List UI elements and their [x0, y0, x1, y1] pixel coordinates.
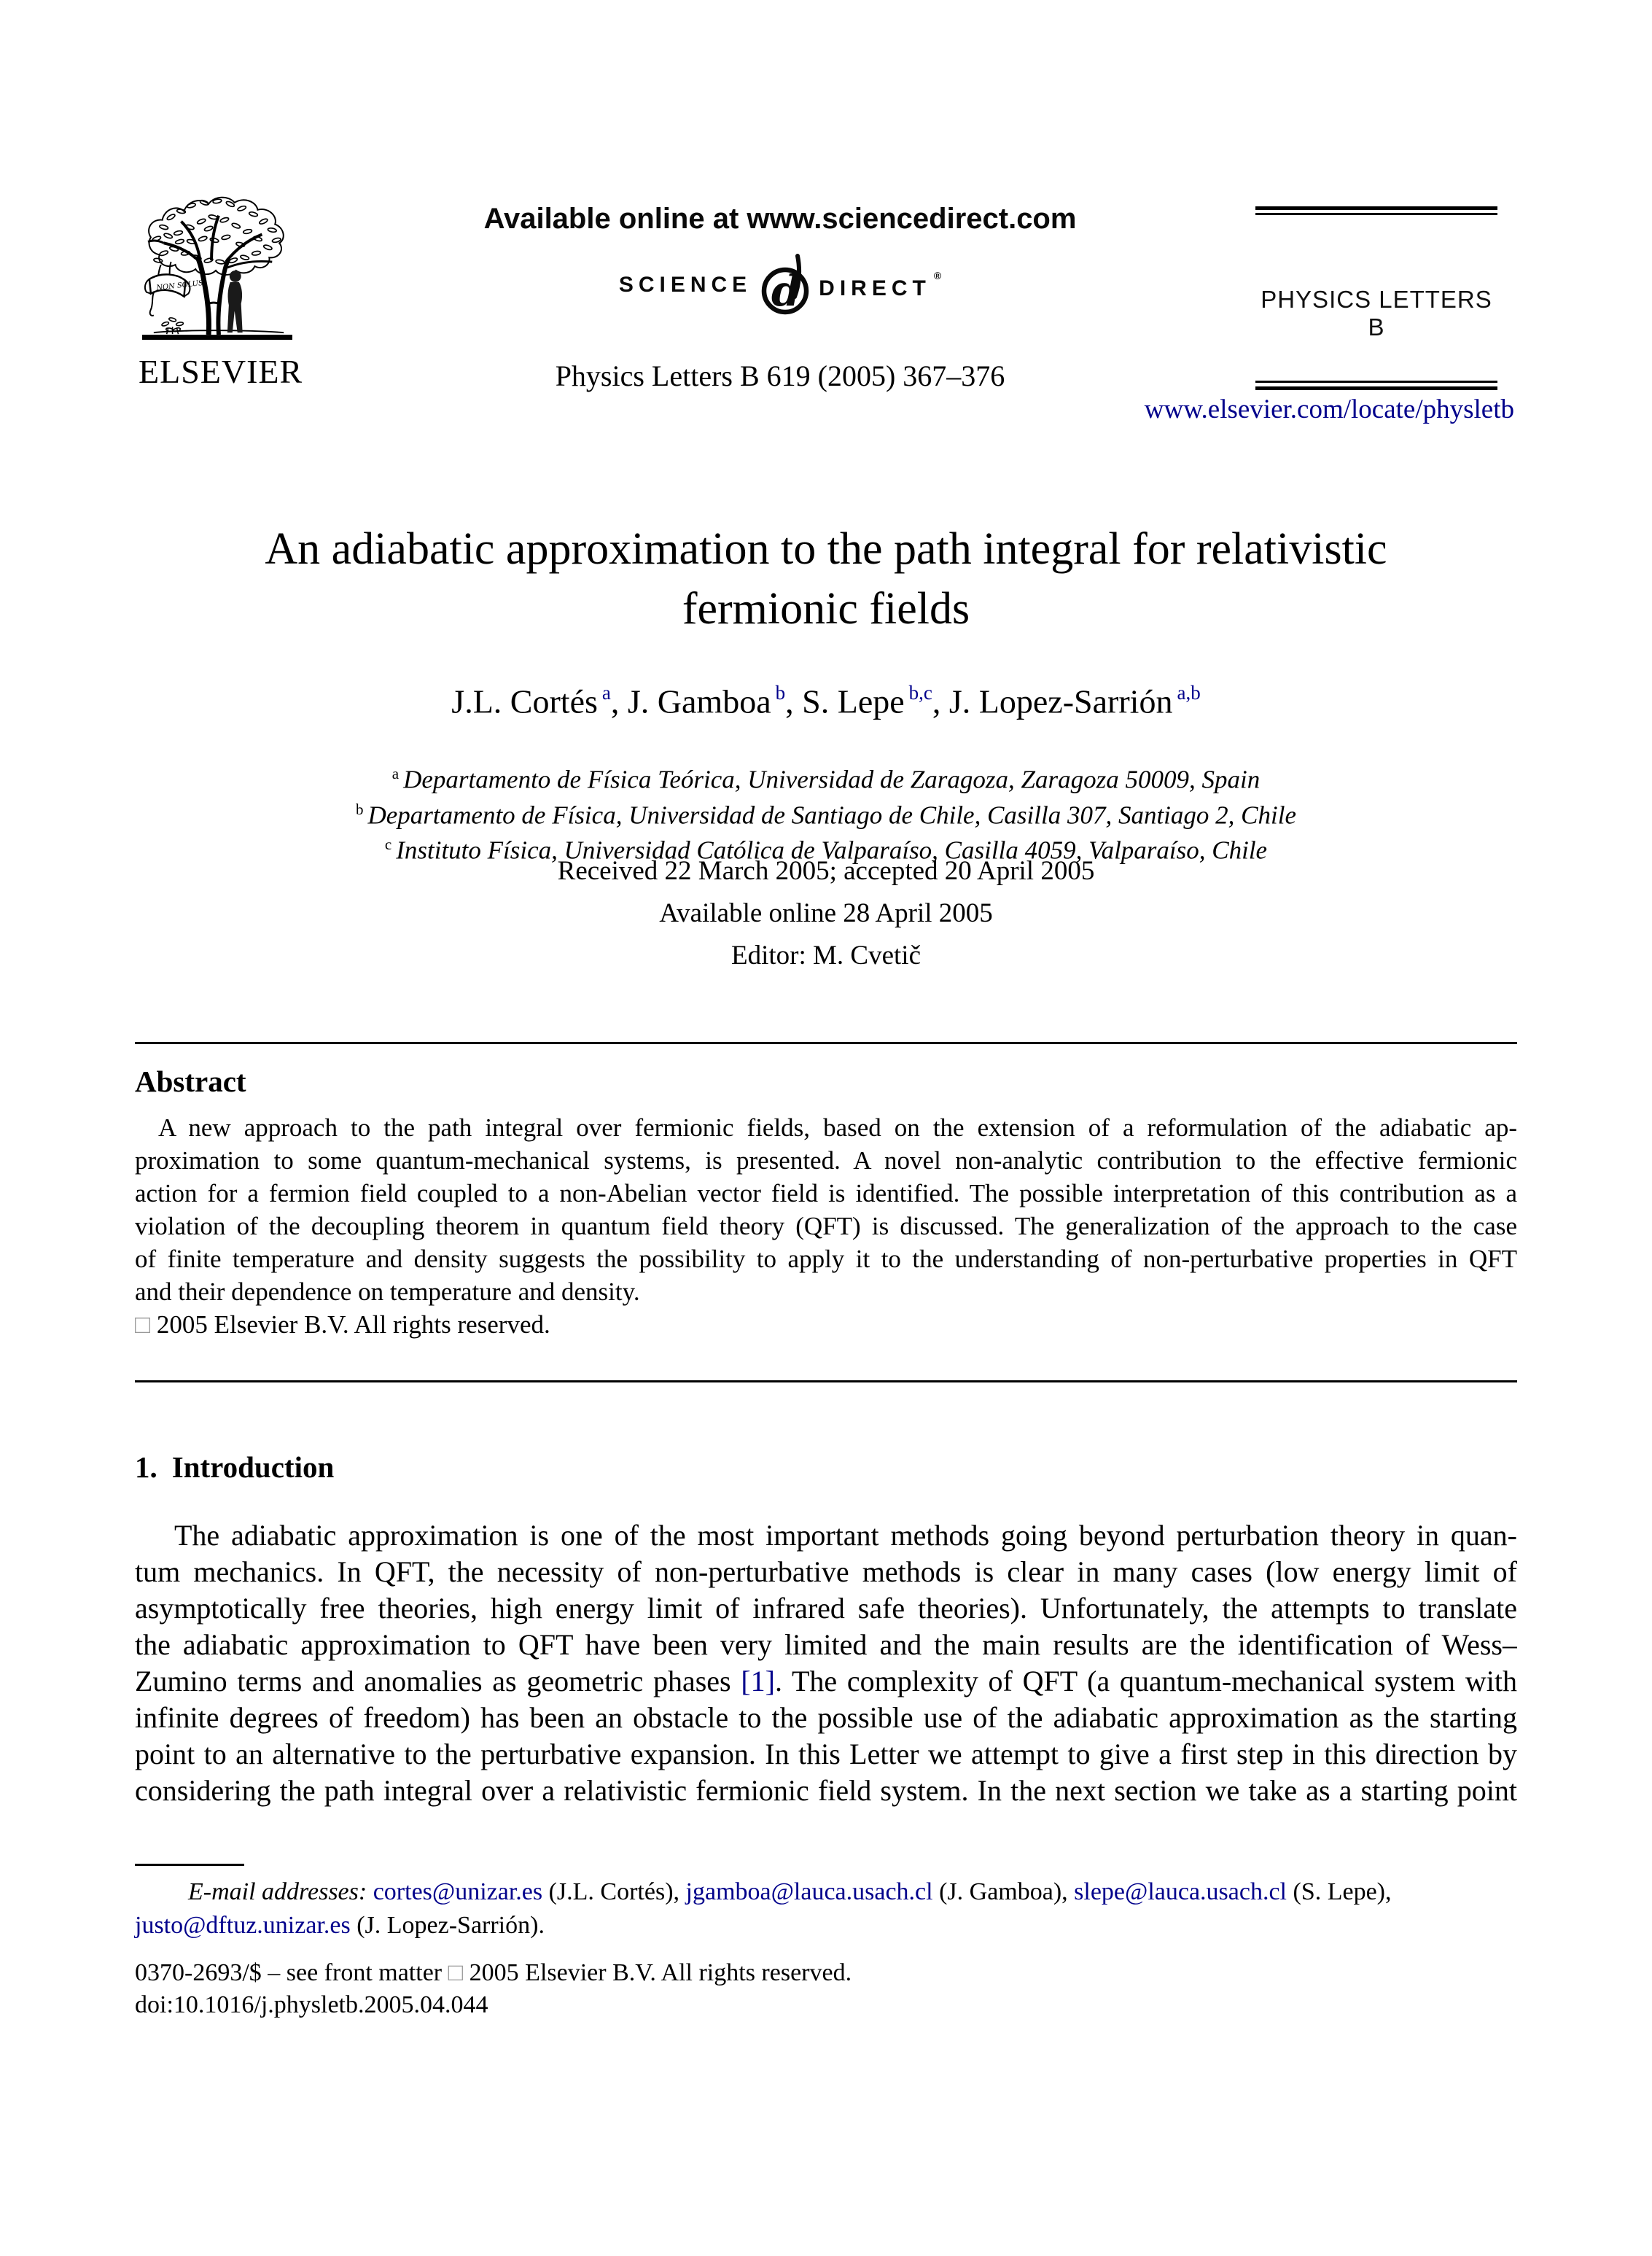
abstract-line: of finite temperature and density suggests the possibility to apply it to the understanding of non-perturbative properties in QFT [135, 1245, 1517, 1273]
abstract-body [135, 1111, 1517, 1341]
body-line: the adiabatic approximation to QFT have been very limited and the main results are the identification of Wess– [135, 1628, 1517, 1661]
abstract-bottom-rule [135, 1380, 1517, 1382]
author-affiliation-link[interactable]: b,c [908, 682, 932, 704]
doi-line: doi:10.1016/j.physletb.2005.04.044 [135, 1991, 488, 2018]
available-online-date: Available online 28 April 2005 [659, 898, 993, 928]
section-heading-introduction: 1. Introduction [135, 1450, 335, 1484]
missing-copyright-glyph: □ [448, 1959, 464, 1986]
available-online-text: Available online at www.sciencedirect.com [483, 203, 1077, 235]
author-name: J. Lopez-Sarrión [948, 682, 1173, 720]
masthead-rule-top-thick [1255, 206, 1497, 210]
registered-mark: ® [933, 269, 942, 281]
abstract-line: action for a fermion field coupled to a non-Abelian vector field is identified. The possible interpretation of this contribution as a [135, 1179, 1517, 1207]
article-title [66, 519, 1586, 639]
journal-name: PHYSICS LETTERS B [1261, 286, 1492, 341]
sciencedirect-d-icon [759, 252, 811, 319]
abstract-top-rule [135, 1042, 1517, 1044]
affiliation-c: $^c$ Instituto Física, Universidad Católica de Valparaíso, Casilla 4059, Valparaíso, Chile [384, 836, 1268, 865]
email-addresses-label: E-mail addresses: [188, 1878, 367, 1905]
abstract-line: proximation to some quantum-mechanical systems, is presented. A novel non-analytic contribution to the effective fermionic [135, 1146, 1517, 1175]
abstract-copyright: □ 2005 Elsevier B.V. All rights reserved. [135, 1310, 550, 1339]
article-title-line2: fermionic fields [682, 584, 970, 634]
body-line: asymptotically free theories, high energy limit of infrared safe theories). Unfortunately, the attempts to translate [135, 1592, 1517, 1625]
issn-copyright-line: 0370-2693/$ – see front matter □ 2005 Elsevier B.V. All rights reserved. [135, 1959, 852, 1986]
email-footnote-line1: E-mail addresses: cortes@unizar.es (J.L. Cortés), jgamboa@lauca.usach.cl (J. Gamboa), slepe@lauca.usach.cl (S. Lepe), [188, 1878, 1392, 1905]
email-link-cortes[interactable]: cortes@unizar.es [373, 1878, 543, 1905]
author-name: S. Lepe [802, 682, 905, 720]
author-affiliation-link[interactable]: a [601, 682, 611, 704]
non-solus-motto: NON SOLUS [155, 279, 204, 292]
email-link-lepe[interactable]: slepe@lauca.usach.cl [1074, 1878, 1287, 1905]
editor-line: Editor: M. Cvetič [731, 941, 921, 971]
missing-copyright-glyph: □ [135, 1310, 151, 1339]
footnote-rule [135, 1864, 244, 1866]
email-footnote-line2: justo@dftuz.unizar.es (J. Lopez-Sarrión). [135, 1912, 545, 1939]
direct-wordmark: DIRECT® [819, 269, 942, 300]
email-link-lopez-sarrion[interactable]: justo@dftuz.unizar.es [135, 1912, 351, 1939]
abstract-line: and their dependence on temperature and density. [135, 1277, 640, 1306]
elsevier-brand [139, 195, 303, 391]
masthead-rule-bottom-thick [1255, 386, 1497, 390]
abstract-heading: Abstract [135, 1065, 246, 1098]
body-line: tum mechanics. In QFT, the necessity of non-perturbative methods is clear in many cases (low energy limit of [135, 1555, 1517, 1588]
front-matter [135, 1957, 1517, 2021]
affiliation-a: $^a$ Departamento de Física Teórica, Universidad de Zaragoza, Zaragoza 50009, Spain [391, 765, 1261, 794]
author-name: J.L. Cortés [451, 682, 598, 720]
citation-ref-1[interactable]: [1] [741, 1665, 775, 1697]
masthead-rule-top-thin [1255, 213, 1497, 215]
elsevier-tree-icon [139, 195, 296, 344]
body-line: point to an alternative to the perturbative expansion. In this Letter we attempt to give a first step in this direction by [135, 1738, 1517, 1770]
author-name: J. Gamboa [627, 682, 771, 720]
received-accepted-dates: Received 22 March 2005; accepted 20 April 2005 [557, 856, 1095, 886]
body-line: considering the path integral over a relativistic fermionic field system. In the next section we take as a starting point [135, 1774, 1517, 1807]
article-title-line1: An adiabatic approximation to the path integral for relativistic [265, 524, 1387, 574]
sciencedirect-logo [306, 254, 1254, 316]
elsevier-wordmark: ELSEVIER [139, 353, 303, 390]
affiliation-b: $^b$ Departamento de Física, Universidad de Santiago de Chile, Casilla 307, Santiago 2, Chile [355, 800, 1296, 830]
introduction-body [135, 1517, 1517, 1809]
svg-text:d: d [771, 265, 801, 316]
author-affiliation-link[interactable]: a,b [1177, 682, 1201, 704]
abstract-line: violation of the decoupling theorem in quantum field theory (QFT) is discussed. The generalization of the approach to the case [135, 1212, 1517, 1240]
body-line: The adiabatic approximation is one of the most important methods going beyond perturbation theory in quan- [174, 1519, 1517, 1552]
email-link-gamboa[interactable]: jgamboa@lauca.usach.cl [685, 1878, 933, 1905]
abstract-line: A new approach to the path integral over fermionic fields, based on the extension of a reformulation of the adiabatic ap- [158, 1113, 1517, 1142]
body-line: Zumino terms and anomalies as geometric phases [1]. The complexity of QFT (a quantum-mechanical system with [135, 1665, 1517, 1697]
article-history [0, 850, 1652, 977]
journal-url-link[interactable]: www.elsevier.com/locate/physletb [1144, 394, 1514, 424]
masthead-rule-bottom-thin [1255, 381, 1497, 383]
author-affiliation-link[interactable]: b [775, 682, 786, 704]
author-line: J.L. Cortés $^a$, J. Gamboa $^b$, S. Lepe $^{b,c}$, J. Lopez-Sarrión $^{a,b}$ [451, 682, 1201, 720]
body-line: infinite degrees of freedom) has been an obstacle to the possible use of the adiabatic approximation as the starting [135, 1701, 1517, 1734]
science-wordmark: SCIENCE [618, 273, 752, 297]
email-footnote [135, 1875, 1517, 1942]
journal-citation: Physics Letters B 619 (2005) 367–376 [555, 359, 1005, 392]
